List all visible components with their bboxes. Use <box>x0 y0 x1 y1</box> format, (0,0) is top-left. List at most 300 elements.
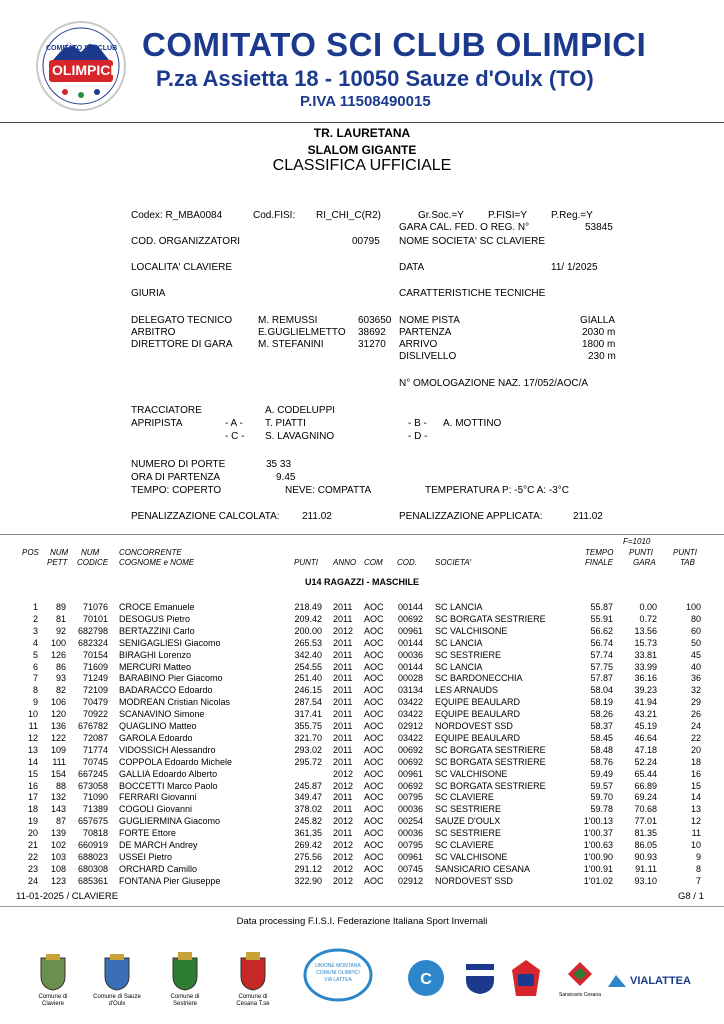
cell-year: 2012 <box>333 875 354 886</box>
cell-year: 2011 <box>333 709 353 720</box>
footer-divider <box>0 906 724 907</box>
data-processing: Data processing F.I.S.I. Federazione Italiana Sport Invernali <box>236 916 488 927</box>
ora-label: ORA DI PARTENZA <box>131 472 221 483</box>
cell-race-points: 91.11 <box>635 863 657 874</box>
cell-club: EQUIPE BEAULARD <box>435 697 521 708</box>
cell-name: MODREAN Cristian Nicolas <box>119 697 231 708</box>
cell-code: 70101 <box>82 613 108 624</box>
cell-club: SC LANCIA <box>435 637 483 648</box>
th-anno: ANNO <box>333 558 357 567</box>
cell-name: FONTANA Pier Giuseppe <box>119 875 221 886</box>
cell-tab-points: 15 <box>690 780 701 791</box>
cell-com: AOC <box>364 649 384 660</box>
cell-club: LES ARNAUDS <box>435 685 499 696</box>
temperatura-label: TEMPERATURA P: -5°C A: -3°C <box>425 485 569 496</box>
cell-club: SC SESTRIERE <box>435 828 502 839</box>
logo-top-text: COMITATO SCI CLUB <box>46 45 118 52</box>
cell-time: 56.62 <box>590 625 613 636</box>
sponsor-label-claviere: Comune di Claviere <box>38 994 68 1007</box>
porte-label: NUMERO DI PORTE <box>131 459 226 470</box>
table-row <box>0 876 724 887</box>
cell-name: BOCCETTI Marco Paolo <box>119 780 218 791</box>
pista-label: NOME PISTA <box>399 315 460 326</box>
cell-race-points: 69.24 <box>634 792 657 803</box>
cell-year: 2011 <box>333 613 353 624</box>
cell-pos: 8 <box>32 685 38 696</box>
cell-points: 293.02 <box>294 744 322 755</box>
delegato-code: 603650 <box>358 315 392 326</box>
delegato-name: M. REMUSSI <box>258 315 318 326</box>
cell-year: 2011 <box>333 673 353 684</box>
th-num2: NUM <box>81 548 100 557</box>
table-row <box>0 697 724 708</box>
cell-bib: 122 <box>50 732 66 743</box>
cell-points: 361.35 <box>294 828 322 839</box>
cell-code: 685361 <box>77 875 108 886</box>
cell-com: AOC <box>364 851 384 862</box>
cell-points: 254.55 <box>294 661 322 672</box>
cell-time: 1'01.02 <box>583 875 613 886</box>
omologazione: N° OMOLOGAZIONE NAZ. 17/052/AOC/A <box>399 378 589 389</box>
cell-points: 245.82 <box>294 816 322 827</box>
cell-club-code: 00036 <box>398 804 424 815</box>
cell-time: 58.26 <box>590 709 613 720</box>
apripista-a-name: T. PIATTI <box>265 418 306 429</box>
cell-club-code: 00036 <box>398 828 424 839</box>
cell-race-points: 0.72 <box>639 613 657 624</box>
cell-points: 251.40 <box>294 673 322 684</box>
cell-club-code: 00795 <box>398 792 424 803</box>
cell-name: SENIGAGLIESI Giacomo <box>119 637 221 648</box>
cell-race-points: 77.01 <box>634 816 657 827</box>
cell-year: 2011 <box>333 697 353 708</box>
cell-pos: 13 <box>27 744 38 755</box>
cell-year: 2012 <box>333 840 354 850</box>
cell-tab-points: 36 <box>690 673 701 684</box>
cell-name: BADARACCO Edoardo <box>119 685 213 696</box>
cell-name: GUGLIERMINA Giacomo <box>119 816 221 827</box>
th-num1: NUM <box>50 548 69 557</box>
cell-com: AOC <box>364 744 384 755</box>
cell-pos: 10 <box>27 709 38 720</box>
cell-time: 1'00.90 <box>583 851 613 862</box>
th-f-value: F=1010 <box>623 537 651 546</box>
cell-pos: 1 <box>32 602 38 612</box>
cell-race-points: 70.68 <box>634 804 657 815</box>
cell-bib: 86 <box>55 661 66 672</box>
pen-appl-label: PENALIZZAZIONE APPLICATA: <box>399 511 543 522</box>
cell-bib: 106 <box>50 697 66 708</box>
cell-bib: 92 <box>55 625 66 636</box>
cell-club: SC BORGATA SESTRIERE <box>435 613 546 624</box>
cell-com: AOC <box>364 709 384 720</box>
cell-points: 275.56 <box>294 851 322 862</box>
partenza-label: PARTENZA <box>399 327 452 338</box>
cell-year: 2011 <box>333 828 353 839</box>
cell-points: 322.90 <box>294 875 322 886</box>
cell-code: 71249 <box>82 673 108 684</box>
cell-club-code: 03422 <box>398 709 424 720</box>
cell-code: 70745 <box>82 756 108 767</box>
cell-race-points: 36.16 <box>634 673 657 684</box>
cell-pos: 23 <box>27 863 38 874</box>
cell-name: GALLIA Edoardo Alberto <box>119 768 218 779</box>
cell-points: 378.02 <box>294 804 322 815</box>
table-row <box>0 602 724 613</box>
table-row <box>0 757 724 768</box>
cell-com: AOC <box>364 780 384 791</box>
cell-code: 70479 <box>82 697 108 708</box>
table-row <box>0 852 724 863</box>
table-row <box>0 650 724 661</box>
cell-club: EQUIPE BEAULARD <box>435 709 521 720</box>
cell-bib: 103 <box>50 851 66 862</box>
cell-com: AOC <box>364 840 384 850</box>
table-row <box>0 781 724 792</box>
sponsor-logo-cesana <box>228 950 278 997</box>
sponsor-logo-sauze <box>92 952 142 997</box>
footer-left: 11-01-2025 / CLAVIERE <box>16 891 119 902</box>
cell-com: AOC <box>364 721 384 731</box>
cell-name: BARABINO Pier Giacomo <box>119 673 223 684</box>
sponsor-label-sestriere: Comune di Sestriere <box>170 994 200 1007</box>
cell-race-points: 13.56 <box>634 625 657 636</box>
cell-pos: 24 <box>27 875 38 886</box>
cell-club-code: 03422 <box>398 697 424 708</box>
cell-points: 321.70 <box>294 732 322 743</box>
cell-points: 291.12 <box>294 863 322 874</box>
cell-time: 1'00.37 <box>583 828 613 839</box>
giuria-label: GIURIA <box>131 288 166 299</box>
cell-club-code: 00254 <box>398 816 424 827</box>
cell-tab-points: 60 <box>690 625 701 636</box>
cell-pos: 20 <box>27 828 38 839</box>
cell-bib: 82 <box>55 685 66 696</box>
cell-club: NORDOVEST SSD <box>435 721 513 731</box>
cell-club: SC VALCHISONE <box>435 768 508 779</box>
cell-year: 2012 <box>333 816 354 827</box>
cell-name: DE MARCH Andrey <box>119 840 198 850</box>
cell-code: 70818 <box>82 828 108 839</box>
cell-race-points: 15.73 <box>634 637 657 648</box>
cell-year: 2012 <box>333 780 354 791</box>
cell-tab-points: 20 <box>690 744 701 755</box>
cell-com: AOC <box>364 768 384 779</box>
cell-year: 2012 <box>333 768 354 779</box>
cell-time: 58.19 <box>590 697 613 708</box>
location: LOCALITA' CLAVIERE <box>131 262 233 273</box>
table-row <box>0 840 724 851</box>
cell-club-code: 02912 <box>398 875 424 886</box>
svg-text:C: C <box>420 971 432 988</box>
cell-points: 342.40 <box>294 649 322 660</box>
table-row <box>0 864 724 875</box>
th-punti: PUNTI <box>294 558 318 567</box>
cell-code: 667245 <box>77 768 108 779</box>
cell-club-code: 00961 <box>398 851 424 862</box>
cell-pos: 3 <box>32 625 38 636</box>
cell-com: AOC <box>364 816 384 827</box>
cell-pos: 17 <box>27 792 38 803</box>
club-address: P.za Assietta 18 - 10050 Sauze d'Oulx (TO) <box>156 66 594 91</box>
cell-com: AOC <box>364 661 384 672</box>
th-finale: FINALE <box>585 558 614 567</box>
th-concorrente: CONCORRENTE <box>119 548 182 557</box>
cell-tab-points: 32 <box>690 685 701 696</box>
info-divider <box>0 534 724 535</box>
sponsor-logo-vialattea <box>606 973 628 994</box>
pen-calc-label: PENALIZZAZIONE CALCOLATA: <box>131 511 280 522</box>
cell-name: GAROLA Edoardo <box>119 732 193 743</box>
th-punti-gara: PUNTI <box>629 548 653 557</box>
cell-com: AOC <box>364 804 384 815</box>
cell-name: BIRAGHI Lorenzo <box>119 649 192 660</box>
arrivo-value: 1800 m <box>582 339 616 350</box>
cell-time: 1'00.91 <box>583 863 613 874</box>
th-codice: CODICE <box>77 558 109 567</box>
table-row <box>0 733 724 744</box>
table-row <box>0 638 724 649</box>
cell-bib: 89 <box>55 602 66 612</box>
cell-bib: 102 <box>50 840 66 850</box>
cell-bib: 120 <box>50 709 66 720</box>
table-row <box>0 614 724 625</box>
table-row <box>0 673 724 684</box>
cell-pos: 5 <box>32 649 38 660</box>
cell-tab-points: 14 <box>690 792 701 803</box>
cell-race-points: 93.10 <box>634 875 657 886</box>
cell-tab-points: 8 <box>695 863 701 874</box>
cell-code: 71609 <box>82 661 108 672</box>
table-row <box>0 792 724 803</box>
arbitro-code: 38692 <box>358 327 386 338</box>
table-row <box>0 626 724 637</box>
sponsor-logo-claviere <box>28 952 78 997</box>
apripista-c-tag: - C - <box>225 431 245 442</box>
cell-com: AOC <box>364 602 384 612</box>
cell-com: AOC <box>364 875 384 886</box>
cell-time: 55.87 <box>590 602 613 612</box>
table-row <box>0 662 724 673</box>
cell-time: 56.74 <box>590 637 613 648</box>
cell-tab-points: 18 <box>690 756 701 767</box>
cell-club-code: 00795 <box>398 840 424 850</box>
cell-bib: 108 <box>50 863 66 874</box>
cell-bib: 139 <box>50 828 66 839</box>
cell-code: 673058 <box>77 780 108 791</box>
cell-points: 287.54 <box>294 697 322 708</box>
th-societa: SOCIETA' <box>435 558 472 567</box>
cell-name: MERCURI Matteo <box>119 661 192 672</box>
sponsor-logo-sansicario <box>562 960 598 995</box>
cell-tab-points: 50 <box>690 637 701 648</box>
cell-club: SC CLAVIERE <box>435 840 494 850</box>
cell-bib: 81 <box>55 613 66 624</box>
cell-race-points: 90.93 <box>634 851 657 862</box>
sponsor-logo-sestriere <box>160 950 210 997</box>
cell-time: 55.91 <box>590 613 613 624</box>
cell-code: 71090 <box>82 792 108 803</box>
sponsor-label-sauze: Comune di Sauze d'Oulx <box>93 994 141 1007</box>
table-row <box>0 721 724 732</box>
cell-code: 70154 <box>82 649 108 660</box>
cell-name: VIDOSSICH Alessandro <box>119 744 216 755</box>
codfisi-value: RI_CHI_C(R2) <box>316 210 382 221</box>
cell-club: SC VALCHISONE <box>435 625 508 636</box>
arrivo-label: ARRIVO <box>399 339 438 350</box>
footer-right: G8 / 1 <box>678 891 704 902</box>
dislivello-label: DISLIVELLO <box>399 351 457 362</box>
cell-code: 657675 <box>77 816 108 827</box>
cell-code: 688023 <box>77 851 108 862</box>
direttore-name: M. STEFANINI <box>258 339 324 350</box>
table-row <box>0 816 724 827</box>
cell-club: SC LANCIA <box>435 661 483 672</box>
cell-race-points: 0.00 <box>639 602 657 612</box>
cell-year: 2011 <box>333 756 353 767</box>
cell-pos: 19 <box>27 816 38 827</box>
porte-value: 35 33 <box>266 459 292 470</box>
th-punti-tab: PUNTI <box>673 548 697 557</box>
cell-points: 246.15 <box>294 685 322 696</box>
pen-calc-value: 211.02 <box>302 511 332 522</box>
cell-club: SC BORGATA SESTRIERE <box>435 744 546 755</box>
cell-club-code: 02912 <box>398 721 424 731</box>
cell-code: 682798 <box>77 625 108 636</box>
dislivello-value: 230 m <box>588 351 616 362</box>
cell-name: COPPOLA Edoardo Michele <box>119 756 233 767</box>
cell-points: 317.41 <box>294 709 322 720</box>
cell-tab-points: 10 <box>690 840 701 850</box>
cell-code: 660919 <box>77 840 108 850</box>
cell-name: USSEI Pietro <box>119 851 173 862</box>
cell-race-points: 66.89 <box>634 780 657 791</box>
cell-com: AOC <box>364 732 384 743</box>
cell-time: 59.78 <box>590 804 613 815</box>
cell-race-points: 41.94 <box>634 697 657 708</box>
pen-appl-value: 211.02 <box>573 511 603 522</box>
th-cognome: COGNOME e NOME <box>119 558 195 567</box>
cell-time: 57.75 <box>590 661 613 672</box>
cell-name: FORTE Ettore <box>119 828 176 839</box>
cell-club: SC VALCHISONE <box>435 851 508 862</box>
pfisi: P.FISI=Y <box>488 210 528 221</box>
cell-name: COGOLI Giovanni <box>119 804 193 815</box>
neve-label: NEVE: COMPATTA <box>285 485 372 496</box>
date-label: DATA <box>399 262 425 273</box>
org-label: COD. ORGANIZZATORI <box>131 236 241 247</box>
club-piva: P.IVA 11508490015 <box>300 93 431 110</box>
event-name: TR. LAURETANA <box>313 126 411 140</box>
cell-com: AOC <box>364 863 384 874</box>
codex: Codex: R_MBA0084 <box>131 210 223 221</box>
cell-club-code: 00144 <box>398 637 424 648</box>
th-cod: COD. <box>397 558 417 567</box>
cell-tab-points: 22 <box>690 732 701 743</box>
gara-label: GARA CAL. FED. O REG. N° <box>399 222 530 233</box>
th-pett: PETT <box>47 558 68 567</box>
cell-pos: 4 <box>32 637 38 648</box>
cell-code: 70922 <box>82 709 108 720</box>
table-row <box>0 804 724 815</box>
page-title: COMITATO SCI CLUB OLIMPICI <box>142 26 647 63</box>
cell-name: BERTAZZINI Carlo <box>119 625 195 636</box>
cell-pos: 15 <box>27 768 38 779</box>
logo-main-text: OLIMPICI <box>52 62 115 78</box>
sponsor-logo-sc-1 <box>406 958 446 1003</box>
cell-bib: 136 <box>50 721 66 731</box>
cell-pos: 11 <box>28 721 38 731</box>
cell-tab-points: 7 <box>695 875 701 886</box>
pista-value: GIALLA <box>580 315 616 326</box>
apripista-label: APRIPISTA <box>131 418 183 429</box>
cell-club: SC CLAVIERE <box>435 792 494 803</box>
cell-race-points: 45.19 <box>634 721 657 731</box>
sponsor-logo-sc-2 <box>462 960 498 1001</box>
apripista-d-tag: - D - <box>408 431 428 442</box>
cell-pos: 22 <box>27 851 38 862</box>
cell-bib: 111 <box>52 756 66 767</box>
tempo-label: TEMPO: COPERTO <box>131 485 222 496</box>
cell-pos: 7 <box>32 673 38 684</box>
sponsor-label-cesana: Comune di Cesana T.se <box>236 994 270 1007</box>
cell-club-code: 00028 <box>398 673 424 684</box>
cell-club: SC BORGATA SESTRIERE <box>435 756 546 767</box>
apripista-b-name: A. MOTTINO <box>443 418 502 429</box>
cell-club: SAUZE D'OULX <box>435 816 501 827</box>
cell-com: AOC <box>364 613 384 624</box>
table-row <box>0 769 724 780</box>
soc-label: NOME SOCIETA' SC CLAVIERE <box>399 236 546 247</box>
cell-points: 245.87 <box>294 780 322 791</box>
cell-club-code: 00961 <box>398 625 424 636</box>
cell-time: 1'00.63 <box>583 840 613 850</box>
cell-code: 682324 <box>77 637 108 648</box>
cell-time: 58.76 <box>590 756 613 767</box>
caratteristiche-label: CARATTERISTICHE TECNICHE <box>399 288 546 299</box>
tracciatore-name: A. CODELUPPI <box>265 405 336 416</box>
table-row <box>0 828 724 839</box>
cell-race-points: 43.21 <box>634 709 657 720</box>
cell-tab-points: 26 <box>690 709 701 720</box>
cell-race-points: 33.99 <box>634 661 657 672</box>
preg: P.Reg.=Y <box>551 210 593 221</box>
cell-com: AOC <box>364 756 384 767</box>
table-row <box>0 685 724 696</box>
arbitro-label: ARBITRO <box>131 327 176 338</box>
cell-com: AOC <box>364 792 384 803</box>
cell-race-points: 39.23 <box>634 685 657 696</box>
cell-tab-points: 24 <box>690 721 701 731</box>
cell-name: ORCHARD Camillo <box>119 863 198 874</box>
cell-points: 200.00 <box>294 625 322 636</box>
th-com: COM <box>364 558 383 567</box>
cell-bib: 154 <box>50 768 66 779</box>
cell-time: 57.87 <box>590 673 613 684</box>
cell-pos: 2 <box>32 613 38 624</box>
cell-pos: 21 <box>27 840 38 850</box>
direttore-code: 31270 <box>358 339 386 350</box>
cell-time: 59.57 <box>590 780 613 791</box>
cell-tab-points: 29 <box>690 697 701 708</box>
cell-time: 59.70 <box>590 792 613 803</box>
cell-code: 72087 <box>82 732 108 743</box>
cell-club-code: 00692 <box>398 756 424 767</box>
cell-com: AOC <box>364 673 384 684</box>
cell-com: AOC <box>364 685 384 696</box>
cell-club-code: 00961 <box>398 768 424 779</box>
cell-year: 2011 <box>333 721 353 731</box>
